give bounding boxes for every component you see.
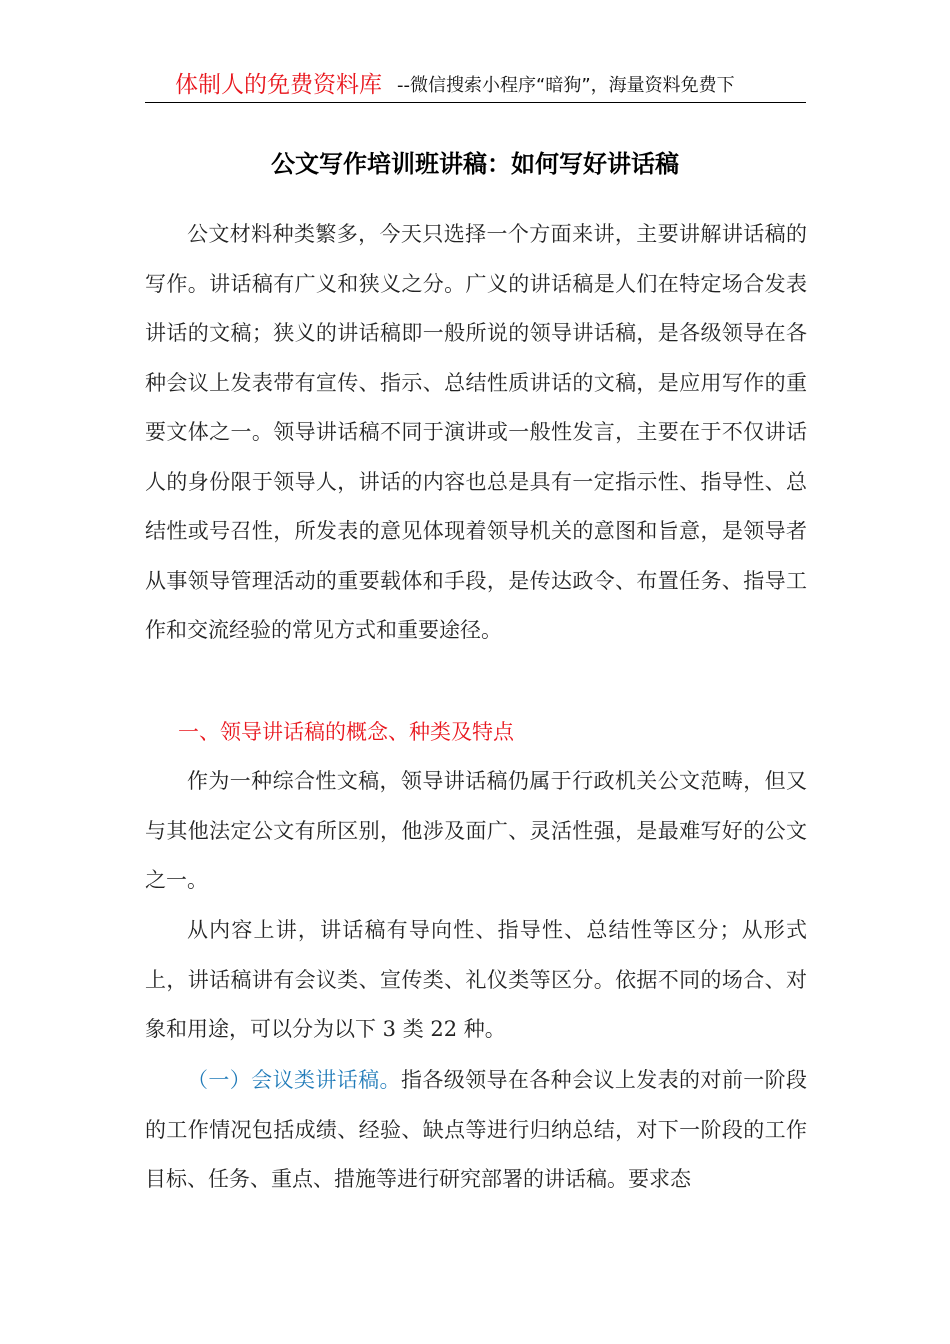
document-title: 公文写作培训班讲稿：如何写好讲话稿 [271,149,679,178]
body-paragraph: 从内容上讲，讲话稿有导向性、指导性、总结性等区分；从形式上，讲话稿讲有会议类、宣传类、礼仪类等区分。依据不同的场合、对象和用途，可以分为以下 3 类 22 种。 [145,918,807,1041]
header-note: --微信搜索小程序“暗狗”，海量资料免费下 [397,75,735,96]
subsection-body: 指各级领导在各种会议上发表的对前一阶段的工作情况包括成绩、经验、缺点等进行归纳总结，对下一阶段的工作目标、任务、重点、措施等进行研究部署的讲话稿。要求态 [145,1068,808,1191]
intro-paragraph: 公文材料种类繁多，今天只选择一个方面来讲，主要讲解讲话稿的写作。讲话稿有广义和狭义之分。广义的讲话稿是人们在特定场合发表讲话的文稿；狭义的讲话稿即一般所说的领导讲话稿，是各级领导在各种会议上发表带有宣传、指示、总结性质讲话的文稿，是应用写作的重要文体之一。领导讲话稿不同于演讲或一般性发言，主要在于不仅讲话人的身份限于领导人，讲话的内容也总是具有一定指示性、指导性、总结性或号召性，所发表的意见体现着领导机关的意图和旨意，是领导者从事领导管理活动的重要载体和手段，是传达政令、布置任务、指导工作和交流经验的常见方式和重要途径。 [145,222,807,642]
subsection-heading: （一）会议类讲话稿。 [187,1068,401,1092]
body-paragraph: 作为一种综合性文稿，领导讲话稿仍属于行政机关公文范畴，但又与其他法定公文有所区别，他涉及面广、灵活性强，是最难写好的公文之一。 [145,769,807,892]
page-header [145,70,806,103]
section-heading: 一、领导讲话稿的概念、种类及特点 [178,720,514,744]
header-brand: 体制人的免费资料库 [175,72,382,98]
body-paragraph [145,1056,807,1205]
